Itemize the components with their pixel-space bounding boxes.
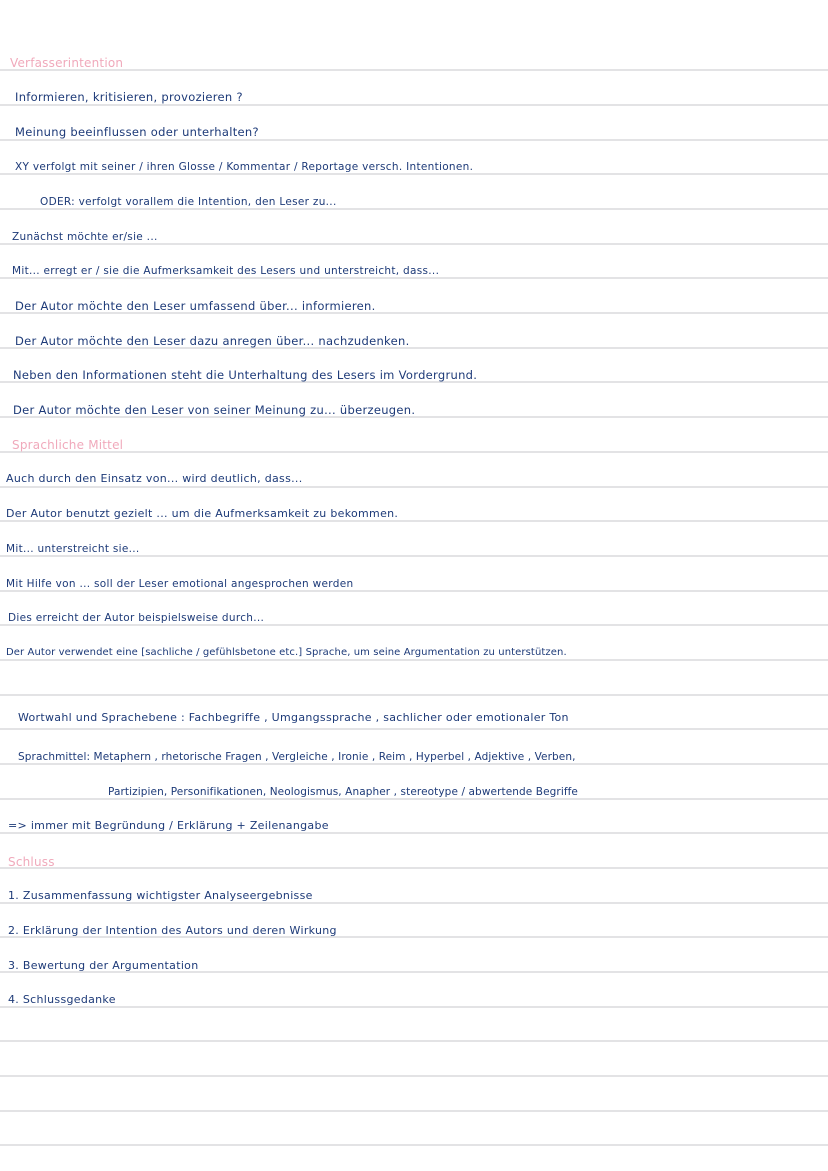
note-line: XY verfolgt mit seiner / ihren Glosse / Kommentar / Reportage versch. Intentionen. (15, 161, 474, 173)
note-line: Der Autor möchte den Leser dazu anregen über... nachzudenken. (15, 334, 410, 348)
section-heading: Schluss (8, 855, 55, 869)
note-line: Informieren, kritisieren, provozieren ? (15, 90, 243, 104)
section-heading: Sprachliche Mittel (12, 438, 124, 452)
note-line: 4. Schlussgedanke (8, 993, 116, 1006)
ruled-line (0, 451, 828, 453)
note-line: Mit... unterstreicht sie... (6, 543, 140, 555)
ruled-line (0, 728, 828, 730)
note-line: Auch durch den Einsatz von... wird deutlich, dass... (6, 472, 303, 485)
ruled-line (0, 104, 828, 106)
note-line: Sprachmittel: Metaphern , rhetorische Fragen , Vergleiche , Ironie , Reim , Hyperbel , Adjektive , Verben, (18, 751, 576, 763)
ruled-line (0, 694, 828, 696)
note-line: ODER: verfolgt vorallem die Intention, den Leser zu... (40, 196, 337, 208)
note-line: Mit Hilfe von ... soll der Leser emotional angesprochen werden (6, 578, 354, 590)
ruled-line (0, 1110, 828, 1112)
ruled-line (0, 1075, 828, 1077)
ruled-line (0, 486, 828, 488)
ruled-line (0, 1006, 828, 1008)
ruled-line (0, 69, 828, 71)
ruled-line (0, 139, 828, 141)
ruled-line (0, 1144, 828, 1146)
section-heading: Verfasserintention (10, 56, 124, 70)
note-line: 1. Zusammenfassung wichtigster Analyseergebnisse (8, 889, 313, 902)
note-line: Der Autor möchte den Leser von seiner Meinung zu... überzeugen. (13, 403, 416, 417)
note-line: Partizipien, Personifikationen, Neologismus, Anapher , stereotype / abwertende Begriffe (108, 786, 578, 798)
note-line: 2. Erklärung der Intention des Autors und deren Wirkung (8, 924, 337, 937)
note-line: Dies erreicht der Autor beispielsweise durch... (8, 612, 265, 624)
note-line: => immer mit Begründung / Erklärung + Zeilenangabe (8, 819, 329, 832)
ruled-line (0, 1040, 828, 1042)
note-line: 3. Bewertung der Argumentation (8, 959, 199, 972)
note-line: Meinung beeinflussen oder unterhalten? (15, 125, 259, 139)
note-line: Der Autor benutzt gezielt ... um die Aufmerksamkeit zu bekommen. (6, 507, 399, 520)
ruled-line (0, 867, 828, 869)
note-line: Der Autor verwendet eine [sachliche / gefühlsbetone etc.] Sprache, um seine Argumentation zu unterstützen. (6, 647, 567, 658)
note-line: Neben den Informationen steht die Unterhaltung des Lesers im Vordergrund. (13, 368, 478, 382)
note-line: Wortwahl und Sprachebene : Fachbegriffe , Umgangssprache , sachlicher oder emotionaler Ton (18, 711, 569, 724)
note-line: Mit... erregt er / sie die Aufmerksamkeit des Lesers und unterstreicht, dass... (12, 265, 440, 277)
note-line: Der Autor möchte den Leser umfassend über... informieren. (15, 299, 376, 313)
note-line: Zunächst möchte er/sie ... (12, 231, 158, 243)
